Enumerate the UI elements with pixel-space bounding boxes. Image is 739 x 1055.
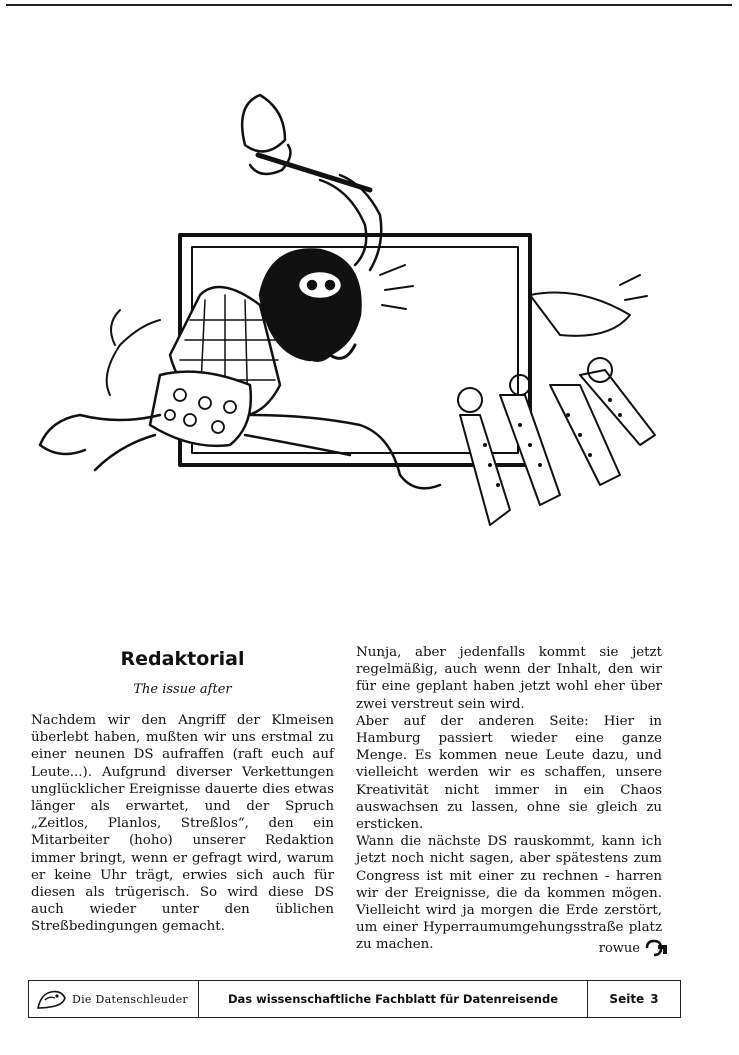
article-title: Redaktorial bbox=[120, 648, 245, 670]
right-column bbox=[356, 644, 662, 954]
left-column bbox=[31, 712, 334, 936]
footer-logo bbox=[29, 981, 199, 1017]
hacker-logo-icon bbox=[644, 938, 670, 958]
left-paragraph: Nachdem wir den Angriff der Klmeisen überlebt haben, mußten wir uns erstmal zu einer neunen DS aufraffen (raft euch auf Leute...). Aufgrund diverser Verkettungen unglücklicher Ereignisse dauerte dies etwas länger als erwartet, und der Spruch „Zeitlos, Planlos, Streßlos“, den ein Mitarbeiter (hoho) unserer Redaktion immer bringt, wenn er gefragt wird, warum er keine Uhr trägt, erwies sich auch für diesen als trügerisch. So wird diese DS auch wieder unter den üblichen Streßbedingungen gemacht. bbox=[31, 713, 334, 935]
right-paragraph-3: Wann die nächste DS rauskommt, kann ich jetzt noch nicht sagen, aber spätestens zum Congress ist mit einer zu rechnen - harren wir der Ereignisse, die da kommen mögen. Vielleicht wird ja morgen die Erde zerstört, um einer Hyperraumumgehungsstraße platz zu machen. bbox=[356, 834, 662, 953]
page-label: Seite bbox=[609, 992, 645, 1006]
datenschleuder-logo-icon bbox=[35, 986, 69, 1012]
neckties bbox=[458, 293, 655, 526]
right-paragraph-2: Aber auf der anderen Seite: Hier in Hamburg passiert wieder eine ganze Menge. Es kommen neue Leute dazu, und vielleicht werden wir es schaffen, unsere Kreativität nicht immer in ein Chaos auswachsen zu lassen, ohne sie gleich zu ersticken. bbox=[356, 713, 662, 833]
page-number: 3 bbox=[650, 992, 659, 1006]
article-subtitle: The issue after bbox=[133, 682, 232, 697]
signature bbox=[560, 936, 670, 960]
signature-name: rowue bbox=[598, 940, 640, 956]
footer-page bbox=[588, 981, 680, 1017]
axe-icon bbox=[242, 95, 285, 151]
footer-tagline: Das wissenschaftliche Fachblatt für Datenreisende bbox=[199, 981, 588, 1017]
page-footer bbox=[28, 980, 681, 1018]
footer-logo-text: Die Datenschleuder bbox=[72, 992, 188, 1006]
wildman-head bbox=[260, 250, 361, 360]
cartoon-illustration bbox=[20, 85, 700, 555]
right-paragraph-1: Nunja, aber jedenfalls kommt sie jetzt regelmäßig, auch wenn der Inhalt, den wir für eine geplant haben jetzt wohl eher über zwei verstreut sein wird. bbox=[356, 645, 662, 712]
top-rule bbox=[6, 4, 732, 6]
